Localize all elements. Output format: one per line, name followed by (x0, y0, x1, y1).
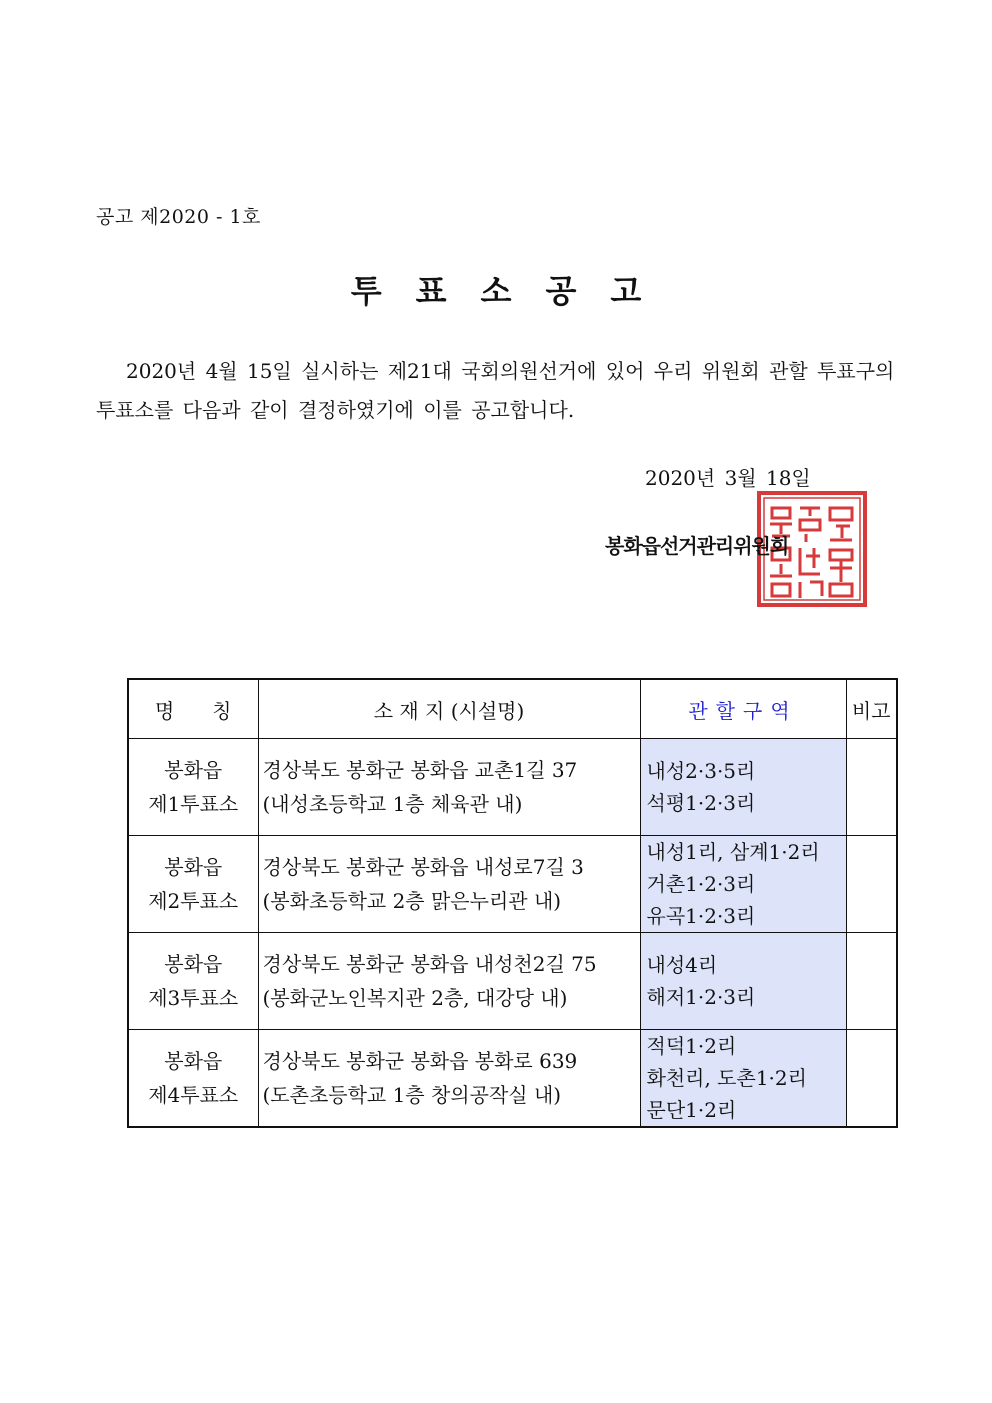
station-name-line: 제3투표소 (148, 986, 239, 1010)
area-line: 적덕1·2리 (646, 1034, 737, 1058)
announcement-date: 2020년 3월 18일 (645, 466, 811, 490)
station-name-line: 제4투표소 (148, 1083, 239, 1107)
station-name-line: 봉화읍 (164, 1049, 223, 1073)
station-name-line: 봉화읍 (164, 952, 223, 976)
station-address (258, 933, 640, 1030)
area-line: 석평1·2·3리 (646, 791, 756, 815)
table-row (128, 739, 897, 836)
station-note (846, 739, 897, 836)
address-line: 경상북도 봉화군 봉화읍 봉화로 639 (262, 1049, 578, 1073)
area-line: 거촌1·2·3리 (646, 872, 756, 896)
station-area (640, 1030, 846, 1128)
area-line: 내성1리, 삼계1·2리 (646, 840, 820, 864)
table-row (128, 1030, 897, 1128)
area-line: 해저1·2·3리 (646, 985, 756, 1009)
station-area (640, 836, 846, 933)
table-header-row (128, 679, 897, 739)
area-line: 내성4리 (646, 953, 718, 977)
header-note: 비고 (846, 679, 897, 739)
area-line: 유곡1·2·3리 (646, 904, 756, 928)
header-name: 명 칭 (128, 679, 258, 739)
header-address: 소 재 지 (시설명) (258, 679, 640, 739)
facility-line: (봉화초등학교 2층 맑은누리관 내) (262, 889, 562, 913)
station-area (640, 739, 846, 836)
table-row (128, 836, 897, 933)
table-row (128, 933, 897, 1030)
header-area: 관할구역 (640, 679, 846, 739)
area-line: 화천리, 도촌1·2리 (646, 1066, 807, 1090)
station-name-line: 봉화읍 (164, 855, 223, 879)
station-name (128, 739, 258, 836)
station-name (128, 836, 258, 933)
station-name-line: 제1투표소 (148, 792, 239, 816)
notice-number: 공고 제2020 - 1호 (96, 206, 261, 228)
issuer-name: 봉화읍선거관리위원회 (605, 534, 789, 558)
page-title: 투표소공고 (350, 272, 676, 310)
facility-line: (도촌초등학교 1층 창의공작실 내) (262, 1083, 562, 1107)
station-name (128, 1030, 258, 1128)
station-name-line: 제2투표소 (148, 889, 239, 913)
area-line: 문단1·2리 (646, 1098, 737, 1122)
station-note (846, 933, 897, 1030)
station-address (258, 836, 640, 933)
address-line: 경상북도 봉화군 봉화읍 내성로7길 3 (262, 855, 584, 879)
address-line: 경상북도 봉화군 봉화읍 교촌1길 37 (262, 758, 578, 782)
station-name-line: 봉화읍 (164, 758, 223, 782)
station-note (846, 836, 897, 933)
station-address (258, 1030, 640, 1128)
station-address (258, 739, 640, 836)
address-line: 경상북도 봉화군 봉화읍 내성천2길 75 (262, 952, 597, 976)
announcement-body: 2020년 4월 15일 실시하는 제21대 국회의원선거에 있어 우리 위원회 관할 투표구의 투표소를 다음과 같이 결정하였기에 이를 공고합니다. (96, 359, 895, 422)
station-area (640, 933, 846, 1030)
facility-line: (봉화군노인복지관 2층, 대강당 내) (262, 986, 568, 1010)
facility-line: (내성초등학교 1층 체육관 내) (262, 792, 523, 816)
area-line: 내성2·3·5리 (646, 759, 756, 783)
polling-station-table (127, 678, 898, 1128)
station-note (846, 1030, 897, 1128)
station-name (128, 933, 258, 1030)
